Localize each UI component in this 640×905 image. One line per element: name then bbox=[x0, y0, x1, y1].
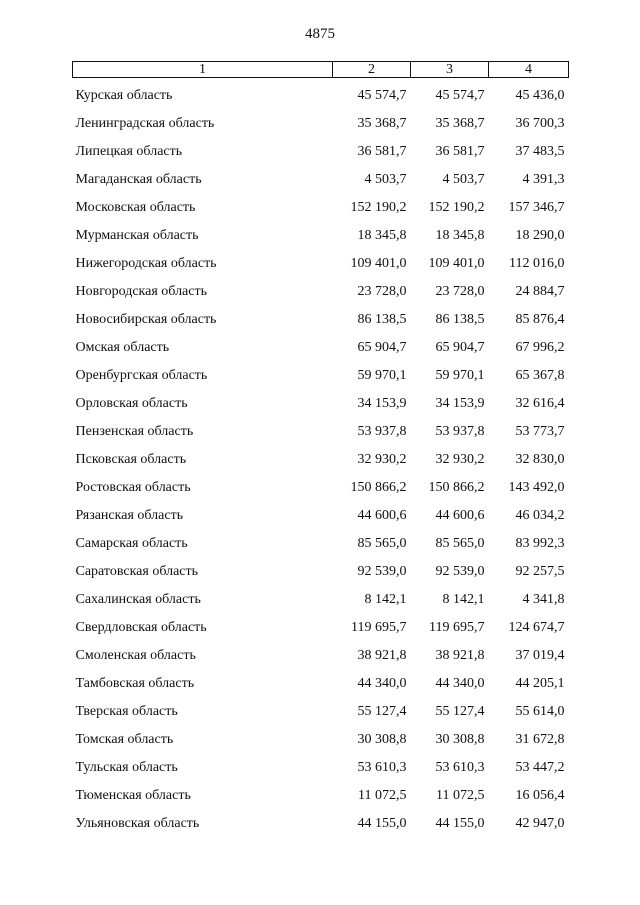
region-name-cell: Тюменская область bbox=[75, 788, 191, 803]
value-cell-3: 45 574,7 bbox=[435, 88, 485, 103]
table-row bbox=[73, 586, 569, 614]
value-cell-2: 35 368,7 bbox=[357, 116, 407, 131]
value-cell-2: 45 574,7 bbox=[357, 88, 407, 103]
value-cell-3: 55 127,4 bbox=[435, 704, 485, 719]
value-cell-2: 85 565,0 bbox=[357, 536, 407, 551]
value-cell-4: 112 016,0 bbox=[509, 256, 565, 271]
region-name-cell: Ленинградская область bbox=[75, 116, 215, 131]
value-cell-4: 65 367,8 bbox=[515, 368, 565, 383]
value-cell-4: 37 483,5 bbox=[515, 144, 565, 159]
table-row bbox=[73, 194, 569, 222]
value-cell-4: 16 056,4 bbox=[515, 788, 565, 803]
region-name-cell: Тульская область bbox=[75, 760, 178, 775]
value-cell-4: 143 492,0 bbox=[508, 480, 565, 495]
table-row bbox=[73, 78, 569, 111]
value-cell-3: 59 970,1 bbox=[435, 368, 485, 383]
value-cell-4: 45 436,0 bbox=[515, 88, 565, 103]
table-row bbox=[73, 166, 569, 194]
value-cell-3: 34 153,9 bbox=[435, 396, 485, 411]
value-cell-2: 86 138,5 bbox=[357, 312, 407, 327]
value-cell-3: 35 368,7 bbox=[435, 116, 485, 131]
value-cell-2: 4 503,7 bbox=[364, 172, 407, 187]
column-header-3: 3 bbox=[411, 62, 489, 78]
table-row bbox=[73, 614, 569, 642]
value-cell-4: 31 672,8 bbox=[515, 732, 565, 747]
column-header-4: 4 bbox=[489, 62, 569, 78]
value-cell-3: 23 728,0 bbox=[435, 284, 485, 299]
table-row bbox=[73, 222, 569, 250]
value-cell-2: 59 970,1 bbox=[357, 368, 407, 383]
column-header-2: 2 bbox=[333, 62, 411, 78]
table-row bbox=[73, 334, 569, 362]
value-cell-3: 53 610,3 bbox=[435, 760, 485, 775]
value-cell-3: 53 937,8 bbox=[435, 424, 485, 439]
table-row bbox=[73, 110, 569, 138]
value-cell-3: 8 142,1 bbox=[442, 592, 485, 607]
table-row bbox=[73, 642, 569, 670]
table-row bbox=[73, 670, 569, 698]
value-cell-3: 65 904,7 bbox=[435, 340, 485, 355]
value-cell-2: 55 127,4 bbox=[357, 704, 407, 719]
region-name-cell: Сахалинская область bbox=[75, 592, 201, 607]
value-cell-4: 85 876,4 bbox=[515, 312, 565, 327]
value-cell-2: 92 539,0 bbox=[357, 564, 407, 579]
value-cell-3: 44 340,0 bbox=[435, 676, 485, 691]
value-cell-4: 32 616,4 bbox=[515, 396, 565, 411]
value-cell-4: 83 992,3 bbox=[515, 536, 565, 551]
region-name-cell: Новгородская область bbox=[75, 284, 207, 299]
value-cell-2: 109 401,0 bbox=[350, 256, 407, 271]
value-cell-3: 150 866,2 bbox=[428, 480, 485, 495]
header-row bbox=[73, 62, 569, 78]
region-name-cell: Рязанская область bbox=[75, 508, 184, 523]
region-name-cell: Магаданская область bbox=[75, 172, 202, 187]
value-cell-3: 92 539,0 bbox=[435, 564, 485, 579]
value-cell-4: 18 290,0 bbox=[515, 228, 565, 243]
table-row bbox=[73, 726, 569, 754]
region-name-cell: Свердловская область bbox=[75, 620, 207, 635]
page-number: 4875 bbox=[305, 26, 335, 42]
value-cell-2: 53 937,8 bbox=[357, 424, 407, 439]
value-cell-4: 92 257,5 bbox=[515, 564, 565, 579]
value-cell-3: 44 155,0 bbox=[435, 816, 485, 831]
table-row bbox=[73, 446, 569, 474]
value-cell-2: 34 153,9 bbox=[357, 396, 407, 411]
value-cell-2: 38 921,8 bbox=[357, 648, 407, 663]
value-cell-4: 55 614,0 bbox=[515, 704, 565, 719]
value-cell-4: 157 346,7 bbox=[508, 200, 565, 215]
value-cell-3: 36 581,7 bbox=[435, 144, 485, 159]
value-cell-4: 67 996,2 bbox=[515, 340, 565, 355]
value-cell-3: 11 072,5 bbox=[436, 788, 485, 803]
region-name-cell: Смоленская область bbox=[75, 648, 196, 663]
value-cell-3: 119 695,7 bbox=[429, 620, 485, 635]
region-name-cell: Томская область bbox=[75, 732, 174, 747]
table-body bbox=[73, 78, 569, 839]
table-row bbox=[73, 390, 569, 418]
region-name-cell: Псковская область bbox=[75, 452, 187, 467]
region-name-cell: Мурманская область bbox=[75, 228, 199, 243]
value-cell-4: 32 830,0 bbox=[515, 452, 565, 467]
region-name-cell: Московская область bbox=[75, 200, 196, 215]
region-name-cell: Курская область bbox=[75, 88, 173, 103]
value-cell-2: 36 581,7 bbox=[357, 144, 407, 159]
value-cell-2: 8 142,1 bbox=[364, 592, 407, 607]
table-row bbox=[73, 138, 569, 166]
region-name-cell: Тамбовская область bbox=[75, 676, 195, 691]
region-name-cell: Ульяновская область bbox=[75, 816, 200, 831]
table-row bbox=[73, 362, 569, 390]
region-name-cell: Ростовская область bbox=[75, 480, 191, 495]
value-cell-4: 4 391,3 bbox=[522, 172, 565, 187]
value-cell-2: 23 728,0 bbox=[357, 284, 407, 299]
value-cell-4: 42 947,0 bbox=[515, 816, 565, 831]
table-row bbox=[73, 418, 569, 446]
region-name-cell: Нижегородская область bbox=[75, 256, 217, 271]
value-cell-3: 152 190,2 bbox=[428, 200, 485, 215]
table-row bbox=[73, 306, 569, 334]
table-row bbox=[73, 278, 569, 306]
table-row bbox=[73, 810, 569, 838]
value-cell-2: 44 340,0 bbox=[357, 676, 407, 691]
value-cell-2: 53 610,3 bbox=[357, 760, 407, 775]
value-cell-2: 11 072,5 bbox=[358, 788, 407, 803]
value-cell-3: 4 503,7 bbox=[442, 172, 485, 187]
value-cell-4: 46 034,2 bbox=[515, 508, 565, 523]
value-cell-2: 18 345,8 bbox=[357, 228, 407, 243]
table-row bbox=[73, 530, 569, 558]
data-table bbox=[72, 61, 569, 838]
region-name-cell: Омская область bbox=[75, 340, 170, 355]
table-row bbox=[73, 250, 569, 278]
value-cell-2: 150 866,2 bbox=[350, 480, 407, 495]
value-cell-2: 44 155,0 bbox=[357, 816, 407, 831]
region-name-cell: Оренбургская область bbox=[75, 368, 208, 383]
region-name-cell: Саратовская область bbox=[75, 564, 199, 579]
table-row bbox=[73, 474, 569, 502]
region-name-cell: Новосибирская область bbox=[75, 312, 217, 327]
value-cell-3: 32 930,2 bbox=[435, 452, 485, 467]
region-name-cell: Орловская область bbox=[75, 396, 188, 411]
table-row bbox=[73, 502, 569, 530]
value-cell-4: 124 674,7 bbox=[508, 620, 565, 635]
value-cell-2: 30 308,8 bbox=[357, 732, 407, 747]
table-row bbox=[73, 754, 569, 782]
value-cell-4: 24 884,7 bbox=[515, 284, 565, 299]
value-cell-4: 44 205,1 bbox=[515, 676, 565, 691]
value-cell-3: 85 565,0 bbox=[435, 536, 485, 551]
value-cell-3: 30 308,8 bbox=[435, 732, 485, 747]
value-cell-2: 119 695,7 bbox=[351, 620, 407, 635]
region-name-cell: Пензенская область bbox=[75, 424, 194, 439]
table-header bbox=[73, 62, 569, 78]
region-name-cell: Тверская область bbox=[75, 704, 178, 719]
value-cell-4: 4 341,8 bbox=[522, 592, 565, 607]
value-cell-2: 44 600,6 bbox=[357, 508, 407, 523]
value-cell-3: 109 401,0 bbox=[428, 256, 485, 271]
column-header-1: 1 bbox=[73, 62, 333, 78]
value-cell-3: 44 600,6 bbox=[435, 508, 485, 523]
region-name-cell: Липецкая область bbox=[75, 144, 183, 159]
value-cell-3: 86 138,5 bbox=[435, 312, 485, 327]
value-cell-2: 152 190,2 bbox=[350, 200, 407, 215]
value-cell-2: 65 904,7 bbox=[357, 340, 407, 355]
table-row bbox=[73, 782, 569, 810]
table-row bbox=[73, 558, 569, 586]
value-cell-3: 38 921,8 bbox=[435, 648, 485, 663]
value-cell-4: 53 773,7 bbox=[515, 424, 565, 439]
table-row bbox=[73, 698, 569, 726]
value-cell-4: 36 700,3 bbox=[515, 116, 565, 131]
value-cell-3: 18 345,8 bbox=[435, 228, 485, 243]
value-cell-4: 53 447,2 bbox=[515, 760, 565, 775]
value-cell-4: 37 019,4 bbox=[515, 648, 565, 663]
region-name-cell: Самарская область bbox=[75, 536, 188, 551]
value-cell-2: 32 930,2 bbox=[357, 452, 407, 467]
